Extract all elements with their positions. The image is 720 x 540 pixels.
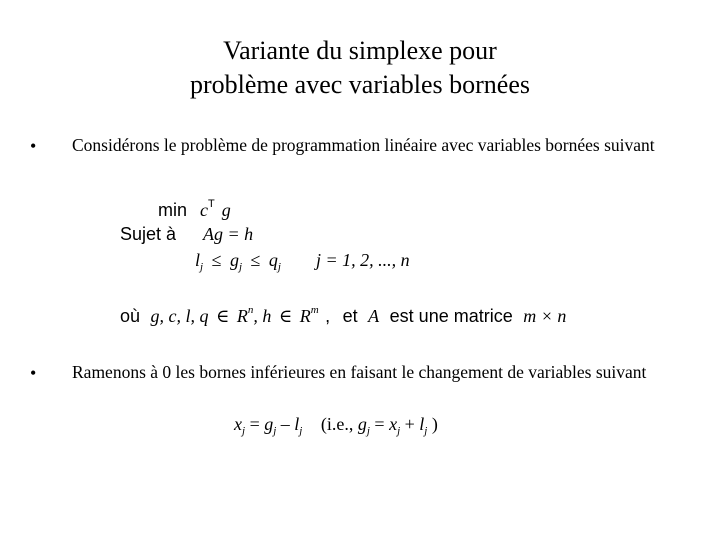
title-line-1: Variante du simplexe pour — [223, 36, 497, 65]
m-sup: m — [310, 304, 319, 316]
bound-g-sub: j — [238, 261, 243, 273]
matrix-description: est une matrice — [389, 306, 513, 326]
objective-g: g — [221, 200, 231, 220]
bullet-1-marker: • — [30, 136, 37, 156]
vectors-list: g, c, l, q — [150, 306, 209, 326]
objective-row — [158, 198, 231, 221]
bullet-1-text: Considérons le problème de programmation linéaire avec variables bornées suivant — [72, 135, 655, 155]
h-part: , h — [253, 306, 272, 326]
sub-g-index: j — [273, 425, 277, 437]
bound-g: g — [229, 250, 239, 270]
et-label: et — [342, 306, 358, 326]
ie-x: x — [389, 414, 398, 434]
n-sup: n — [247, 304, 254, 316]
title-line-2: problème avec variables bornées — [189, 70, 530, 99]
sub-g: g — [264, 414, 274, 434]
element-of-1: ∈ — [216, 306, 230, 326]
ie-g-index: j — [366, 425, 370, 437]
element-of-2: ∈ — [278, 306, 293, 326]
subject-label: Sujet à — [120, 224, 177, 244]
where-row — [120, 304, 566, 327]
matrix-A: A — [368, 306, 380, 326]
ie-open: (i.e., — [320, 414, 354, 434]
ie-close: ) — [431, 414, 438, 434]
equality-constraint: Ag = h — [203, 224, 254, 244]
bound-l: l — [195, 250, 201, 270]
index-range: j = 1, 2, ..., n — [316, 250, 410, 270]
substitution-formula — [234, 414, 438, 437]
ie-x-index: j — [397, 425, 401, 437]
where-label: où — [120, 306, 141, 326]
leq-1: ≤ — [211, 250, 222, 270]
ie-plus: + — [404, 414, 415, 434]
comma-sep: , — [325, 306, 331, 326]
bound-l-sub: j — [200, 261, 204, 273]
ie-eq: = — [374, 414, 385, 434]
sub-minus: – — [280, 414, 290, 434]
real-space-m: R — [299, 306, 311, 326]
slide-title — [0, 34, 720, 102]
min-label: min — [158, 200, 188, 220]
ie-l: l — [419, 414, 425, 434]
bounds-row — [195, 250, 281, 273]
sub-l: l — [294, 414, 300, 434]
bullet-2-text: Ramenons à 0 les bornes inférieures en faisant le changement de variables suivant — [72, 362, 647, 382]
leq-2: ≤ — [250, 250, 261, 270]
objective-c: c — [200, 200, 209, 220]
sub-eq-1: = — [249, 414, 260, 434]
ie-g: g — [357, 414, 367, 434]
bullet-2-marker: • — [30, 363, 37, 383]
bound-q-sub: j — [277, 261, 281, 273]
transpose-sup: T — [208, 198, 215, 210]
real-space-n: R — [236, 306, 248, 326]
matrix-dimensions: m × n — [523, 306, 567, 326]
bound-q: q — [268, 250, 278, 270]
ie-l-index: j — [424, 425, 428, 437]
sub-x-index: j — [242, 425, 246, 437]
sub-l-index: j — [299, 425, 303, 437]
sub-x: x — [234, 414, 242, 434]
